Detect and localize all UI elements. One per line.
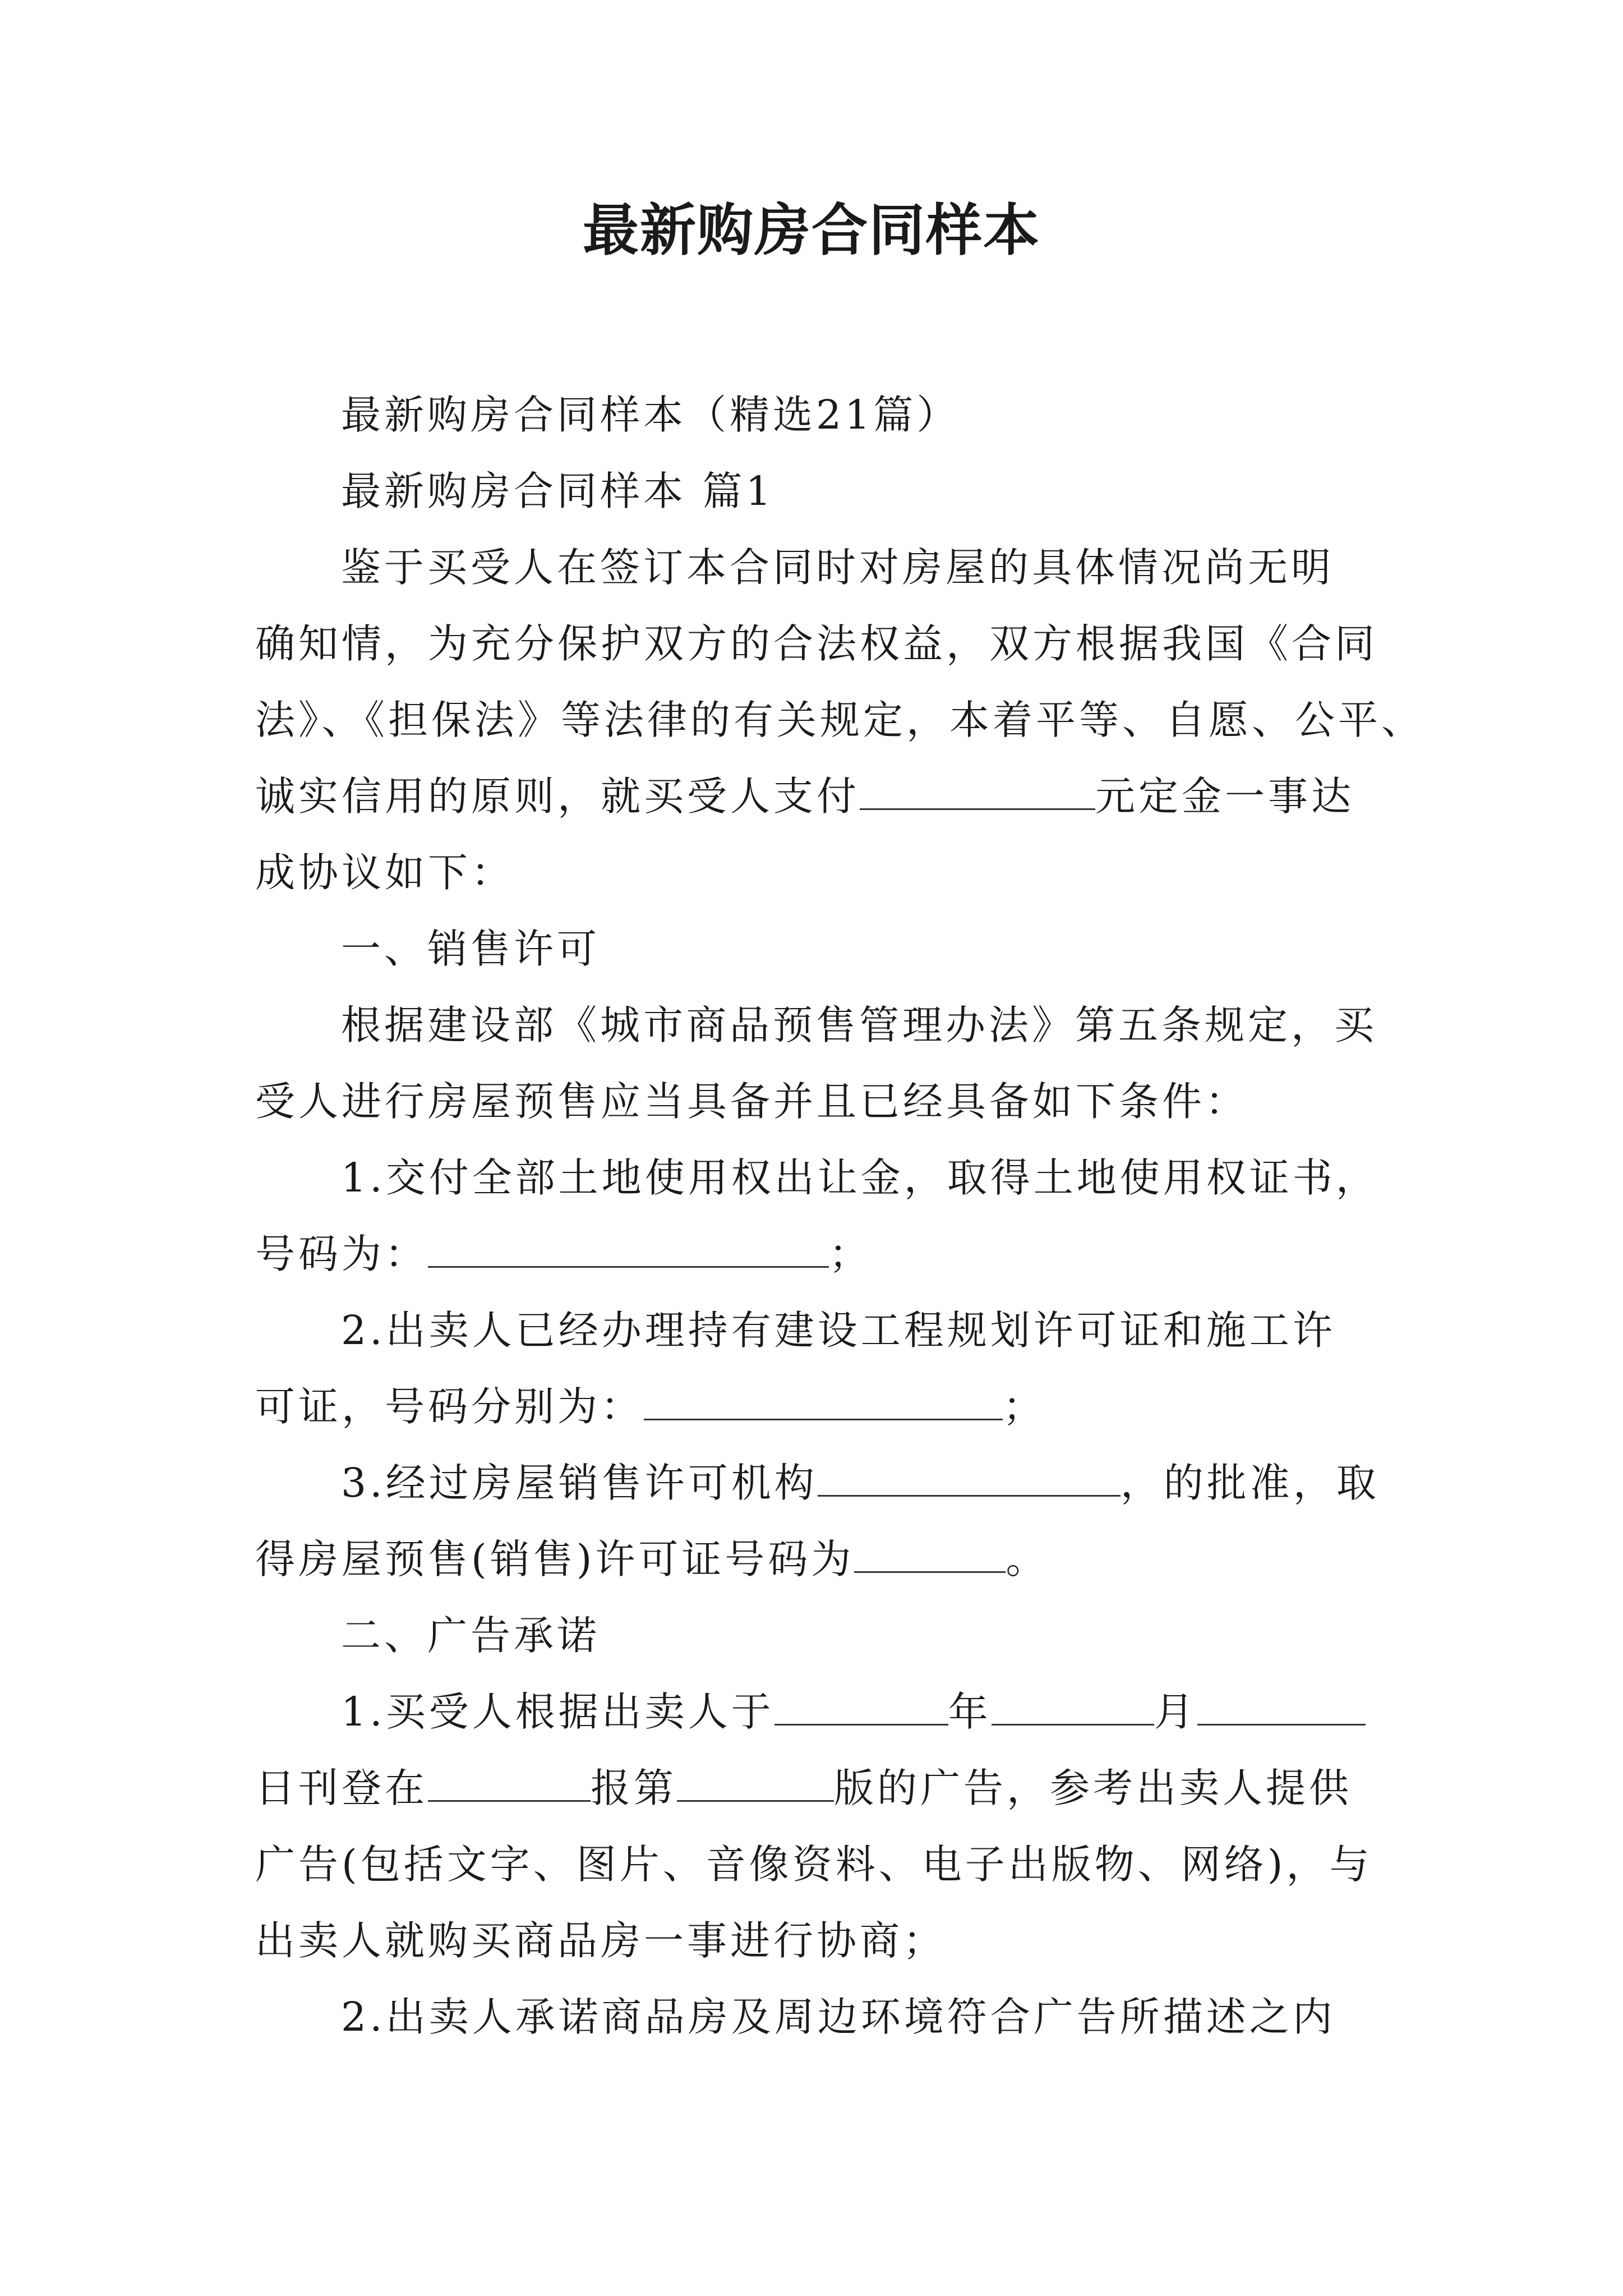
list-item-text: 版的广告，参考出卖人提供 [834,1765,1353,1811]
ad-month-blank [992,1688,1154,1726]
ad-day-blank [1197,1688,1366,1726]
preamble-line: 鉴于买受人在签订本合同时对房屋的具体情况尚无明 [341,544,1335,591]
preamble-line: 成协议如下： [255,849,515,896]
list-item-line: 广告(包括文字、图片、音像资料、电子出版物、网络)，与 [255,1841,1373,1888]
permit-numbers-blank [644,1383,1003,1420]
list-item-line [255,1674,1377,1750]
list-item-text: ，的批准，取 [1120,1460,1380,1506]
paragraph-line: 受人进行房屋预售应当具备并且已经具备如下条件： [255,1078,1249,1125]
list-item-text: ； [829,1231,873,1277]
list-item-line: 2.出卖人已经办理持有建设工程规划许可证和施工许 [341,1307,1336,1354]
preamble-text: 元定金一事达 [1095,773,1355,820]
paragraph-line: 根据建设部《城市商品预售管理办法》第五条规定，买 [341,1002,1378,1048]
section-heading: 二、广告承诺 [341,1612,601,1659]
list-item-text: ； [1003,1383,1046,1430]
list-item-line: 出卖人就购买商品房一事进行协商； [255,1917,947,1964]
land-certificate-number-blank [428,1230,829,1268]
ad-year-blank [774,1688,948,1726]
document-body [255,377,1425,2055]
newspaper-name-blank [428,1764,591,1802]
list-item-text: 。 [1006,1536,1049,1582]
list-item-line [255,1750,1377,1826]
preamble-line [255,758,1377,835]
sales-authority-blank [818,1459,1121,1497]
article-heading: 最新购房合同样本 篇1 [341,468,774,514]
list-item-line [255,1216,1377,1292]
list-item-line: 1.交付全部土地使用权出让金，取得土地使用权证书， [341,1154,1379,1201]
document-subtitle: 最新购房合同样本（精选21篇） [341,392,960,438]
list-item-text: 报第 [591,1765,677,1811]
list-item-text: 1.买受人根据出卖人于 [341,1688,774,1735]
list-item-text: 可证，号码分别为： [255,1383,644,1430]
preamble-line: 法》、《担保法》等法律的有关规定，本着平等、自愿、公平、 [255,697,1425,743]
list-item-text: 日刊登在 [255,1765,428,1811]
list-item-text: 年 [948,1688,992,1735]
deposit-amount-blank [860,772,1095,810]
page-number-blank [677,1764,834,1802]
list-item-line: 2.出卖人承诺商品房及周边环境符合广告所描述之内 [341,1994,1336,2040]
list-item-line [255,1445,1380,1521]
list-item-text: 号码为： [255,1231,428,1277]
preamble-line: 确知情，为充分保护双方的合法权益，双方根据我国《合同 [255,620,1378,667]
list-item-text: 得房屋预售(销售)许可证号码为 [255,1536,855,1582]
list-item-line [255,1521,1377,1598]
preamble-text: 诚实信用的原则，就买受人支付 [255,773,860,820]
list-item-text: 3.经过房屋销售许可机构 [341,1460,818,1506]
document-title: 最新购房合同样本 [583,197,1040,263]
section-heading: 一、销售许可 [341,926,601,972]
list-item-line [255,1369,1377,1445]
presale-permit-number-blank [854,1535,1006,1573]
list-item-text: 月 [1154,1688,1197,1735]
